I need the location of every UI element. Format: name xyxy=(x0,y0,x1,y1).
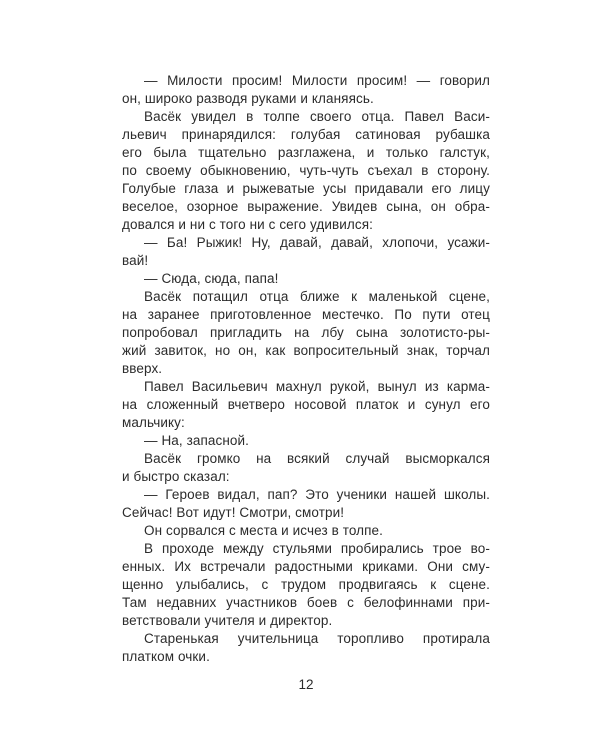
text-line: Он сорвался с места и исчез в толпе. xyxy=(144,523,383,538)
text-line: — Героев видал, пап? Это ученики нашей школы. xyxy=(144,487,490,502)
text-line: Павел Васильевич махнул рукой, вынул из карма- xyxy=(144,379,490,394)
paragraph xyxy=(122,630,490,666)
text-line: он, широко разводя руками и кланяясь. xyxy=(122,91,374,106)
text-line: и быстро сказал: xyxy=(122,469,230,484)
paragraph xyxy=(122,540,490,630)
text-line: Васёк потащил отца ближе к маленькой сцене, xyxy=(144,289,490,304)
paragraph xyxy=(122,72,490,108)
text-line: льевич принарядился: голубая сатиновая рубашка xyxy=(122,127,490,142)
text-line: Голубые глаза и рыжеватые усы придавали его лицу xyxy=(122,181,490,196)
text-line: довался и ни с того ни с сего удивился: xyxy=(122,217,373,232)
text-line: жий завиток, но он, как вопросительный знак, торчал xyxy=(122,343,490,358)
paragraph xyxy=(122,432,490,450)
text-line: вай! xyxy=(122,253,149,268)
paragraph xyxy=(122,108,490,234)
text-line: вверх. xyxy=(122,361,163,376)
text-block xyxy=(122,72,490,666)
text-line: на сложенный вчетверо носовой платок и сунул его xyxy=(122,397,490,412)
text-line: по своему обыкновению, чуть-чуть съехал в сторону. xyxy=(122,163,490,178)
text-line: мальчику: xyxy=(122,415,185,430)
text-line: Там недавних участников боев с белофиннами при- xyxy=(122,595,490,610)
text-line: веселое, озорное выражение. Увидев сына, он обра- xyxy=(122,199,490,214)
text-line: ветствовали учителя и директор. xyxy=(122,613,333,628)
text-line: на заранее приготовленное местечко. По пути отец xyxy=(122,307,490,322)
text-line: его была тщательно разглажена, и только галстук, xyxy=(122,145,490,160)
text-line: Старенькая учительница торопливо протирала xyxy=(144,631,490,646)
text-line: — Ба! Рыжик! Ну, давай, давай, хлопочи, усажи- xyxy=(144,235,490,250)
text-line: Сейчас! Вот идут! Смотри, смотри! xyxy=(122,505,345,520)
text-line: — Милости просим! Милости просим! — говорил xyxy=(144,73,490,88)
paragraph xyxy=(122,522,490,540)
text-line: — На, запасной. xyxy=(144,433,250,448)
text-line: енных. Их встречали радостными криками. Они сму- xyxy=(122,559,490,574)
text-line: Васёк громко на всякий случай высморкался xyxy=(144,451,490,466)
paragraph xyxy=(122,450,490,486)
paragraph xyxy=(122,270,490,288)
paragraph xyxy=(122,378,490,432)
text-line: щенно улыбались, с трудом продвигаясь к сцене. xyxy=(122,577,490,592)
paragraph xyxy=(122,486,490,522)
paragraph xyxy=(122,288,490,378)
text-line: платком очки. xyxy=(122,649,210,664)
text-line: Васёк увидел в толпе своего отца. Павел Васи- xyxy=(144,109,490,124)
text-line: В проходе между стульями пробирались трое во- xyxy=(144,541,490,556)
page-number: 12 xyxy=(298,677,314,692)
text-line: — Сюда, сюда, папа! xyxy=(144,271,279,286)
text-line: попробовал пригладить на лбу сына золотисто-ры- xyxy=(122,325,490,340)
paragraph xyxy=(122,234,490,270)
